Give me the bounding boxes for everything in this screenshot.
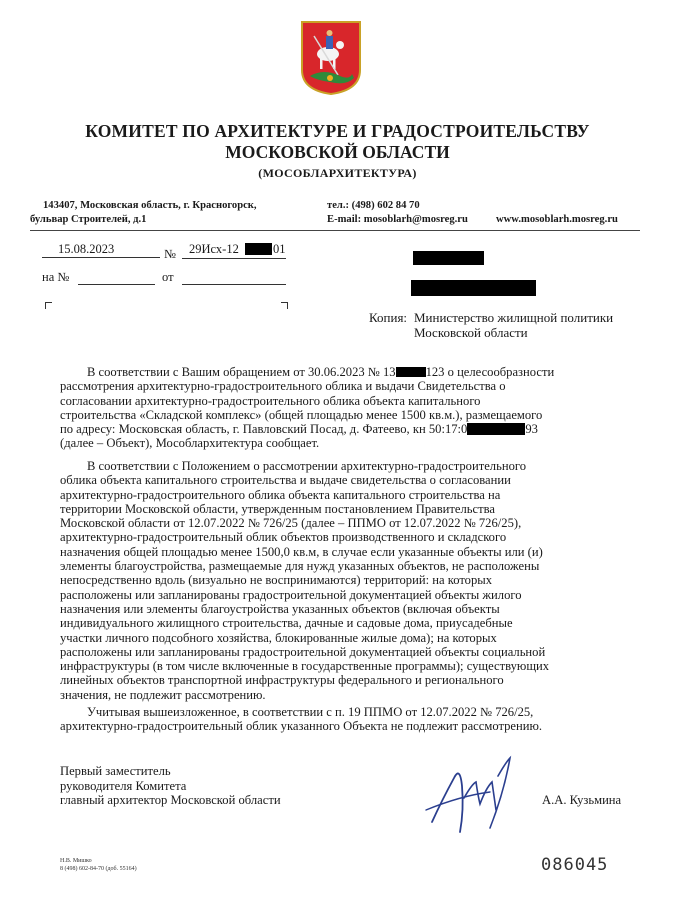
redaction [411, 280, 536, 296]
text-line: расположены или запланированы градостроительной документацией объекты жилого [60, 587, 522, 602]
position-line: Первый заместитель [60, 764, 171, 778]
ref-number-line [78, 284, 155, 285]
text-line: согласовании архитектурно-градостроительного облика объекта капитального [60, 393, 481, 408]
text-line: архитектурно-градостроительный облик объектов производственного и складского [60, 530, 507, 545]
website: www.mosoblarh.mosreg.ru [496, 214, 618, 225]
text-line: В соответствии с Вашим обращением от 30.06.2023 № 13 [87, 365, 396, 379]
executor-phone: 8 (498) 602-84-70 (доб. 55164) [60, 866, 137, 872]
text-line: территории Московской области, утвержденным постановлением Правительства [60, 501, 496, 516]
email: E-mail: mosoblarh@mosreg.ru [327, 214, 468, 225]
reg-number-start: 29Исх-12 [189, 242, 239, 256]
copy-line1: Министерство жилищной политики [414, 310, 614, 325]
body-paragraph-1 [60, 365, 637, 451]
handwritten-signature [420, 752, 530, 840]
redaction [245, 243, 272, 255]
text-line: облика объекта капитального строительства и выдаче свидетельства о согласовании [60, 473, 511, 488]
document-code: 086045 [541, 855, 609, 875]
address-line2: бульвар Строителей, д.1 [30, 214, 147, 225]
ref-label: на № [42, 270, 70, 284]
reg-number-end: 01 [273, 242, 286, 256]
text-line: 93 [525, 422, 538, 437]
position-line: руководителя Комитета [60, 778, 187, 793]
ref-date-line [182, 284, 286, 285]
text-line: значения, не подлежит рассмотрению. [60, 687, 266, 702]
redaction [396, 367, 426, 377]
text-line: (далее – Объект), Мособлархитектура сообщает. [60, 436, 320, 451]
bracket-right [281, 302, 288, 309]
executor-name: Н.В. Мишко [60, 858, 92, 864]
position-line: главный архитектор Московской области [60, 793, 281, 808]
redaction [413, 251, 484, 265]
org-name-line2: МОСКОВСКОЙ ОБЛАСТИ [225, 142, 450, 162]
redaction [467, 423, 525, 435]
text-line: расположены или запланированы градостроительной документацией объекты социальной [60, 644, 546, 659]
text-line: Учитывая вышеизложенное, в соответствии с п. 19 ППМО от 12.07.2022 № 726/25, [87, 705, 534, 719]
reg-number-field [182, 242, 286, 259]
text-line: индивидуального жилищного строительства, дачные и садовые дома, приусадебные [60, 616, 513, 631]
text-line: непосредственно вдоль (визуально не воспринимаются) территорий: на которых [60, 573, 493, 588]
text-line: назначения или элементы благоустройства указанных объектов (включая объекты [60, 601, 500, 616]
signer-position [60, 764, 281, 808]
bracket-left [45, 302, 52, 309]
reg-date: 15.08.2023 [42, 242, 160, 258]
text-line: инфраструктуры (в том числе включенные в государственные программы); существующих [60, 659, 550, 674]
text-line: линейных объектов транспортной инфраструктуры федерального и регионального [60, 673, 504, 688]
copy-label: Копия: [369, 310, 408, 325]
text-line: архитектурно-градостроительного облика объекта капитального строительства на [60, 487, 501, 502]
body-paragraph-2 [60, 459, 637, 702]
signer-name: А.А. Кузьмина [542, 793, 622, 807]
ref-from-label: от [162, 270, 174, 284]
reg-number-symbol: № [164, 247, 176, 261]
address-line1: 143407, Московская область, г. Красногорск, [43, 200, 257, 211]
text-line: 123 о целесообразности [425, 365, 555, 379]
text-line: элементы благоустройства, размещаемые для нужд указанных объектов, не расположены [60, 559, 540, 574]
body-paragraph-3 [60, 705, 637, 734]
org-short-name: (МОСОБЛАРХИТЕКТУРА) [258, 166, 417, 180]
moscow-oblast-coat-of-arms [300, 20, 362, 96]
copy-line2: Московской области [414, 325, 528, 340]
text-line: архитектурно-градостроительный облик указанного Объекта не подлежит рассмотрению. [60, 719, 543, 734]
text-line: участки личного подсобного хозяйства, блокированные жилые дома); на которых [60, 630, 497, 645]
text-line: В соответствии с Положением о рассмотрении архитектурно-градостроительного [87, 459, 527, 473]
text-line: назначения общей площадью менее 1500,0 кв.м, в случае если указанные объекты или (и) [60, 544, 543, 559]
text-line: Московской области от 12.07.2022 № 726/25 (далее – ППМО от 12.07.2022 № 726/25), [60, 516, 522, 531]
header-divider [30, 230, 640, 231]
phone: тел.: (498) 602 84 70 [327, 200, 420, 211]
text-line: рассмотрения архитектурно-градостроительного облика и выдачи Свидетельства о [60, 379, 506, 394]
text-line: по адресу: Московская область, г. Павловский Посад, д. Фатеево, кн 50:17:0 [60, 422, 468, 437]
text-line: строительства «Складской комплекс» (общей площадью менее 1500 кв.м.), размещаемого [60, 407, 543, 422]
org-name-line1: КОМИТЕТ ПО АРХИТЕКТУРЕ И ГРАДОСТРОИТЕЛЬСТВУ [85, 121, 590, 141]
